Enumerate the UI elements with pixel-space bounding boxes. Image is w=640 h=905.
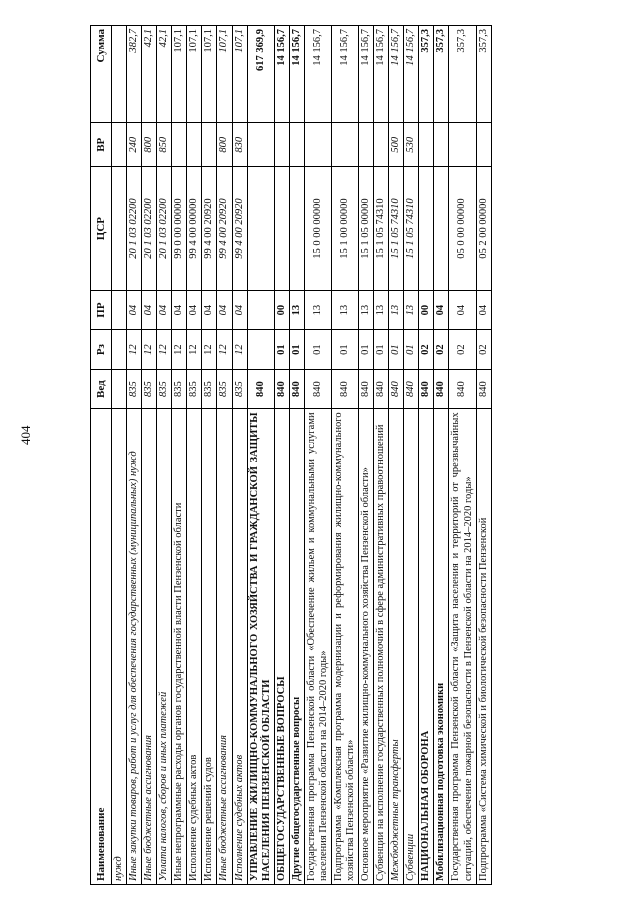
cell-pr: 04 (127, 290, 142, 330)
cell-name: Подпрограмма «Комплексная программа модернизации и реформирования жилищно-коммунального хозяйства Пензенской области» (331, 409, 358, 885)
cell-csr: 15 1 05 00000 (359, 167, 374, 290)
cell-pr: 04 (172, 290, 187, 330)
table-row (232, 26, 247, 885)
cell-name: Основное мероприятие «Развитие жилищно-коммунального хозяйства Пензенской области» (359, 409, 374, 885)
cell-vr (202, 123, 217, 167)
cell-sum: 14 156,7 (404, 26, 419, 123)
cell-pr: 04 (202, 290, 217, 330)
cell-csr: 99 4 00 20920 (217, 167, 232, 290)
cell-rz: 02 (419, 330, 434, 370)
table-row (172, 26, 187, 885)
cell-vr (247, 123, 274, 167)
cell-rz (247, 330, 274, 370)
table-row (304, 26, 331, 885)
table-row (476, 26, 491, 885)
table-row (274, 26, 289, 885)
cell-sum: 107,1 (202, 26, 217, 123)
cell-rz: 01 (374, 330, 389, 370)
cell-sum: 357,3 (449, 26, 476, 123)
cell-csr (274, 167, 289, 290)
cell-csr: 15 1 05 74310 (404, 167, 419, 290)
table-row (127, 26, 142, 885)
table-row (331, 26, 358, 885)
cell-rz: 12 (187, 330, 202, 370)
header-sum: Сумма (91, 26, 112, 123)
cell-ved: 835 (157, 369, 172, 409)
cell-csr (289, 167, 304, 290)
cell-pr: 13 (374, 290, 389, 330)
cell-pr: 13 (404, 290, 419, 330)
cell-vr (274, 123, 289, 167)
cell-sum: 107,1 (187, 26, 202, 123)
cell-rz: 01 (359, 330, 374, 370)
cell-rz: 12 (172, 330, 187, 370)
cell-name: Государственная программа Пензенской области «Защита населения и территорий от чрезвычайных ситуаций, обеспечение пожарной безопасности в Пензенской области на 2014–2020 годы» (449, 409, 476, 885)
cell-ved: 840 (419, 369, 434, 409)
cell-sum: 107,1 (217, 26, 232, 123)
cell-rz: 12 (202, 330, 217, 370)
cell-pr: 04 (476, 290, 491, 330)
cell-rz: 01 (331, 330, 358, 370)
cell-pr: 04 (157, 290, 172, 330)
budget-table-container (90, 25, 630, 885)
cell-pr (247, 290, 274, 330)
cell-ved: 835 (202, 369, 217, 409)
cell-vr (449, 123, 476, 167)
budget-table (90, 25, 492, 885)
cell-sum: 382,7 (127, 26, 142, 123)
cell-name: Исполнение судебных актов (232, 409, 247, 885)
cell-rz: 01 (404, 330, 419, 370)
cell-ved: 840 (374, 369, 389, 409)
cell-csr (419, 167, 434, 290)
cell-ved: 835 (187, 369, 202, 409)
table-row (389, 26, 404, 885)
cell-name: Государственная программа Пензенской области «Обеспечение жильем и коммунальными услугами населения Пензенской области на 2014–2020 годы» (304, 409, 331, 885)
cell-sum: 357,3 (434, 26, 449, 123)
cell-csr: 15 1 05 74310 (374, 167, 389, 290)
cell-name: Иные закупки товаров, работ и услуг для обеспечения государственных (муниципальных) нужд (127, 409, 142, 885)
cell-rz: 12 (127, 330, 142, 370)
cell-name: нужд (112, 409, 127, 885)
cell-vr: 850 (157, 123, 172, 167)
cell-csr: 99 4 00 20920 (232, 167, 247, 290)
cell-vr: 530 (404, 123, 419, 167)
table-row (434, 26, 449, 885)
cell-pr: 13 (389, 290, 404, 330)
table-row (157, 26, 172, 885)
cell-ved: 840 (359, 369, 374, 409)
cell-csr: 99 0 00 00000 (172, 167, 187, 290)
cell-pr: 00 (274, 290, 289, 330)
table-row (247, 26, 274, 885)
cell-csr: 20 1 03 02200 (127, 167, 142, 290)
table-row (202, 26, 217, 885)
table-row (449, 26, 476, 885)
cell-sum: 42,1 (142, 26, 157, 123)
table-header-row (91, 26, 112, 885)
cell-name: Другие общегосударственные вопросы (289, 409, 304, 885)
cell-vr: 240 (127, 123, 142, 167)
cell-pr: 04 (142, 290, 157, 330)
cell-name: Субвенции на исполнение государственных полномочий в сфере административных правоотношений (374, 409, 389, 885)
cell-ved: 840 (247, 369, 274, 409)
cell-vr (172, 123, 187, 167)
cell-name: Иные непрограммные расходы органов государственной власти Пензенской области (172, 409, 187, 885)
cell-pr (112, 290, 127, 330)
cell-sum: 14 156,7 (289, 26, 304, 123)
cell-name: Уплата налогов, сборов и иных платежей (157, 409, 172, 885)
cell-csr (112, 167, 127, 290)
cell-sum: 14 156,7 (389, 26, 404, 123)
table-row (359, 26, 374, 885)
cell-ved: 840 (449, 369, 476, 409)
cell-vr (187, 123, 202, 167)
cell-pr: 04 (434, 290, 449, 330)
cell-vr (331, 123, 358, 167)
header-rz: Рз (91, 330, 112, 370)
cell-rz (112, 330, 127, 370)
cell-sum (112, 26, 127, 123)
cell-name: УПРАВЛЕНИЕ ЖИЛИЩНО-КОММУНАЛЬНОГО ХОЗЯЙСТВА И ГРАЖДАНСКОЙ ЗАЩИТЫ НАСЕЛЕНИЯ ПЕНЗЕНСКОЙ ОБЛАСТИ (247, 409, 274, 885)
cell-sum: 617 369,9 (247, 26, 274, 123)
cell-ved: 835 (232, 369, 247, 409)
cell-ved: 840 (434, 369, 449, 409)
cell-name: НАЦИОНАЛЬНАЯ ОБОРОНА (419, 409, 434, 885)
cell-rz: 02 (434, 330, 449, 370)
cell-rz: 01 (274, 330, 289, 370)
cell-ved: 840 (404, 369, 419, 409)
table-row (112, 26, 127, 885)
table-body (112, 26, 492, 885)
cell-rz: 01 (304, 330, 331, 370)
cell-pr: 13 (359, 290, 374, 330)
cell-ved (112, 369, 127, 409)
cell-sum: 107,1 (172, 26, 187, 123)
cell-ved: 840 (331, 369, 358, 409)
cell-sum: 357,3 (419, 26, 434, 123)
cell-csr: 05 2 00 00000 (476, 167, 491, 290)
cell-csr: 99 4 00 00000 (187, 167, 202, 290)
cell-name: Мобилизационная подготовка экономики (434, 409, 449, 885)
cell-vr (304, 123, 331, 167)
cell-vr (434, 123, 449, 167)
cell-name: Иные бюджетные ассигнования (142, 409, 157, 885)
cell-ved: 840 (304, 369, 331, 409)
cell-vr (419, 123, 434, 167)
cell-ved: 835 (217, 369, 232, 409)
cell-pr: 04 (187, 290, 202, 330)
cell-ved: 840 (289, 369, 304, 409)
cell-name: ОБЩЕГОСУДАРСТВЕННЫЕ ВОПРОСЫ (274, 409, 289, 885)
table-row (289, 26, 304, 885)
cell-ved: 840 (476, 369, 491, 409)
cell-rz: 12 (217, 330, 232, 370)
cell-vr: 800 (217, 123, 232, 167)
cell-csr (247, 167, 274, 290)
table-row (142, 26, 157, 885)
cell-vr (289, 123, 304, 167)
header-ved: Вед (91, 369, 112, 409)
cell-pr: 13 (289, 290, 304, 330)
cell-name: Межбюджетные трансферты (389, 409, 404, 885)
header-csr: ЦСР (91, 167, 112, 290)
cell-ved: 835 (172, 369, 187, 409)
cell-sum: 42,1 (157, 26, 172, 123)
cell-pr: 13 (331, 290, 358, 330)
cell-sum: 14 156,7 (274, 26, 289, 123)
table-row (419, 26, 434, 885)
cell-sum: 107,1 (232, 26, 247, 123)
cell-ved: 835 (127, 369, 142, 409)
cell-pr: 04 (232, 290, 247, 330)
cell-name: Иные бюджетные ассигнования (217, 409, 232, 885)
cell-csr: 99 4 00 20920 (202, 167, 217, 290)
cell-name: Исполнение решений судов (202, 409, 217, 885)
cell-sum: 14 156,7 (359, 26, 374, 123)
page-number: 404 (18, 425, 33, 445)
cell-sum: 357,3 (476, 26, 491, 123)
cell-csr: 05 0 00 00000 (449, 167, 476, 290)
cell-sum: 14 156,7 (304, 26, 331, 123)
cell-vr: 500 (389, 123, 404, 167)
cell-csr: 15 1 00 00000 (331, 167, 358, 290)
cell-csr: 15 1 05 74310 (389, 167, 404, 290)
cell-pr: 04 (449, 290, 476, 330)
cell-pr: 00 (419, 290, 434, 330)
cell-name: Подпрограмма «Система химической и биологической безопасности Пензенской (476, 409, 491, 885)
cell-rz: 12 (232, 330, 247, 370)
table-row (187, 26, 202, 885)
cell-ved: 840 (389, 369, 404, 409)
cell-vr (112, 123, 127, 167)
cell-ved: 840 (274, 369, 289, 409)
cell-rz: 02 (449, 330, 476, 370)
cell-vr (374, 123, 389, 167)
cell-rz: 12 (157, 330, 172, 370)
cell-ved: 835 (142, 369, 157, 409)
cell-pr: 13 (304, 290, 331, 330)
cell-name: Субвенции (404, 409, 419, 885)
cell-vr (476, 123, 491, 167)
table-row (217, 26, 232, 885)
cell-vr: 800 (142, 123, 157, 167)
cell-rz: 12 (142, 330, 157, 370)
cell-pr: 04 (217, 290, 232, 330)
cell-rz: 01 (389, 330, 404, 370)
header-name: Наименование (91, 409, 112, 885)
cell-name: Исполнение судебных актов (187, 409, 202, 885)
cell-rz: 02 (476, 330, 491, 370)
cell-sum: 14 156,7 (374, 26, 389, 123)
cell-csr: 20 1 03 02200 (157, 167, 172, 290)
cell-csr: 20 1 03 02200 (142, 167, 157, 290)
cell-vr (359, 123, 374, 167)
header-pr: ПР (91, 290, 112, 330)
cell-sum: 14 156,7 (331, 26, 358, 123)
cell-rz: 01 (289, 330, 304, 370)
table-row (404, 26, 419, 885)
header-vr: ВР (91, 123, 112, 167)
table-row (374, 26, 389, 885)
cell-csr (434, 167, 449, 290)
cell-vr: 830 (232, 123, 247, 167)
cell-csr: 15 0 00 00000 (304, 167, 331, 290)
